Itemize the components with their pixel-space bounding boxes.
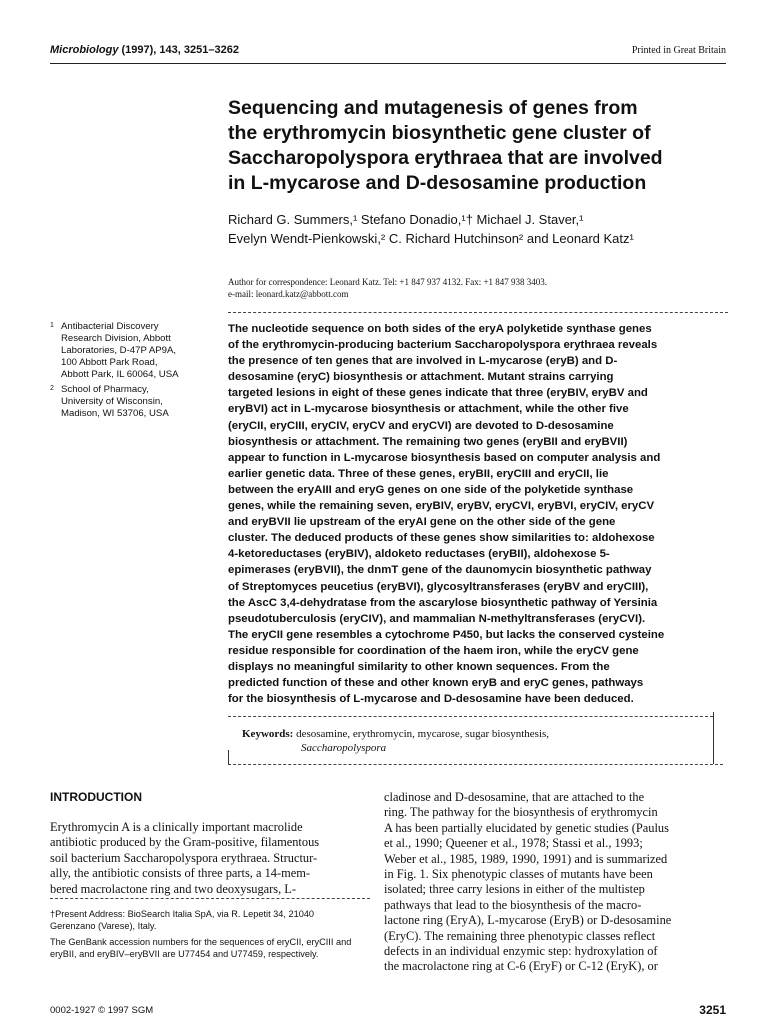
affiliation-line: 100 Abbott Park Road, [61,357,158,368]
printed-in: Printed in Great Britain [631,45,726,56]
footnote-rule [50,898,370,899]
title-line: Saccharopolyspora erythraea that are involved [228,147,663,169]
body-line: antibiotic produced by the Gram-positive, filamentous [50,835,320,850]
abstract-line: biosynthesis or attachment. The remaining two genes (eryBII and eryBVII) [228,435,628,448]
body-line: pathways that lead to the biosynthesis of the macro- [384,897,642,912]
body-line: ring. The pathway for the biosynthesis of erythromycin [384,805,658,820]
author-list [228,210,728,248]
body-line: Weber et al., 1985, 1989, 1990, 1991) and is summarized [384,851,668,866]
body-line: et al., 1990; Queener et al., 1978; Stassi et al., 1993; [384,836,643,851]
affiliations [50,321,210,423]
footnote-line: The GenBank accession numbers for the sequences of eryCII, eryCIII and [50,937,352,947]
abstract-line: and eryBVII lie upstream of the eryAI gene on the other side of the gene [228,516,616,529]
abstract-line: of the erythromycin-producing bacterium Saccharopolyspora erythraea reveals [228,339,658,352]
title-line: Sequencing and mutagenesis of genes from [228,97,638,119]
section-heading: INTRODUCTION [50,790,142,804]
abstract-line: cluster. The deduced products of these genes show similarities to: aldohexose [228,532,655,545]
page-number: 3251 [699,1003,726,1017]
affiliation [50,384,210,420]
correspondence-line: Author for correspondence: Leonard Katz. Tel: +1 847 937 4132. Fax: +1 847 938 3403. [228,277,548,287]
affiliation-line: Laboratories, D-47P AP9A, [61,345,177,356]
email-line: e-mail: leonard.katz@abbott.com [228,289,349,299]
abstract-line: earlier genetic data. Three of these genes, eryBII, eryCIII and eryCII, lie [228,467,609,480]
affiliation-line: Research Division, Abbott [61,333,171,344]
abstract-line: pseudotuberculosis (eryCIV), and mammalian N-methyltransferases (eryCVI). [228,612,646,625]
affiliation [50,321,210,381]
correspondence [228,276,728,300]
intro-column-right [384,790,724,975]
affiliation-line: Madison, WI 53706, USA [61,408,169,419]
title-line: in L-mycarose and D-desosamine production [228,172,647,194]
affiliation-number: 1 [50,322,54,329]
keywords-bottom-rule [228,764,723,765]
affiliation-line: Antibacterial Discovery [61,321,159,332]
abstract-line: The nucleotide sequence on both sides of the eryA polyketide synthase genes [228,323,652,335]
body-line: defects in an individual enzymic step: hydroxylation of [384,944,658,959]
abstract-line: of Streptomyces peucetius (eryBVI), glycosyltransferases (eryBV and eryCIII), [228,580,649,593]
keywords-list: desosamine, erythromycin, mycarose, sugar biosynthesis, [296,728,550,740]
body-line: A has been partially elucidated by genetic studies (Paulus [384,820,669,835]
abstract-line: (eryCII, eryCIII, eryCIV, eryCV and eryCVI) are devoted to D-desosamine [228,419,614,432]
keywords-bracket-left [228,750,229,764]
keywords-label: Keywords: [242,728,294,740]
abstract-line: The eryCII gene resembles a cytochrome P450, but lacks the conserved cysteine [228,628,665,641]
keywords-top-rule [228,716,713,717]
abstract-line: appear to function in L-mycarose biosynthesis based on computer analysis and [228,451,661,464]
body-line: the macrolactone ring at C-6 (EryF) or C-12 (EryK), or [384,959,658,974]
running-header [50,44,726,60]
page-footer [50,1003,726,1017]
keywords-bracket-right [713,712,714,764]
body-line: bered macrolactone ring and two deoxysugars, L- [50,881,297,896]
body-line: isolated; three carry lesions in either of the multistep [384,882,645,897]
body-line: Erythromycin A is a clinically important macrolide [50,820,303,834]
affiliation-line: University of Wisconsin, [61,396,163,407]
abstract-line: eryBVI) act in L-mycarose biosynthesis or attachment, while the other five [228,403,629,416]
abstract [228,321,728,707]
journal-name: Microbiology [50,44,119,56]
abstract-line: residue responsible for coordination of the haem iron, while the eryCV gene [228,644,639,657]
abstract-line: predicted function of these and other known eryB and eryC genes, pathways [228,677,644,690]
header-rule [50,63,726,64]
author-line: Richard G. Summers,¹ Stefano Donadio,¹† Michael J. Staver,¹ [228,212,584,227]
intro-column-left [50,820,370,897]
abstract-line: epimerases (eryBVII), the dnmT gene of the daunomycin biosynthetic pathway [228,564,652,577]
article-title [228,96,728,196]
keywords [242,727,712,755]
footnotes [50,908,370,960]
journal-citation [50,44,239,56]
abstract-line: 4-ketoreductases (eryBIV), aldoketo reductases (eryBII), aldohexose 5- [228,548,610,561]
abstract-line: the presence of ten genes that are involved in L-mycarose (eryB) and D- [228,355,618,368]
keywords-list-continued: Saccharopolyspora [301,742,387,754]
affiliation-line: Abbott Park, IL 60064, USA [61,369,179,380]
affiliation-number: 2 [50,385,54,392]
footnote-line: eryBII, and eryBIV–eryBVII are U77454 and U77459, respectively. [50,949,319,959]
journal-reference: (1997), 143, 3251–3262 [118,44,239,56]
abstract-line: between the eryAIII and eryG genes on one side of the polyketide synthase [228,483,634,496]
author-line: Evelyn Wendt-Pienkowski,² C. Richard Hutchinson² and Leonard Katz¹ [228,231,634,246]
abstract-line: targeted lesions in eight of these genes indicate that three (eryBIV, eryBV and [228,387,648,400]
abstract-line: for the biosynthesis of L-mycarose and D-desosamine have been deduced. [228,693,634,706]
footnote-line: Gerenzano (Varese), Italy. [50,921,157,931]
abstract-line: genes, while the remaining seven, eryBIV, eryBV, eryCVI, eryBVI, eryCIV, eryCV [228,500,655,513]
body-line: in Fig. 1. Six phenotypic classes of mutants have been [384,867,653,882]
title-line: the erythromycin biosynthetic gene cluster of [228,122,651,144]
abstract-line: desosamine (eryC) biosynthesis or attachment. Mutant strains carrying [228,371,614,384]
footnote-line: †Present Address: BioSearch Italia SpA, via R. Lepetit 34, 21040 [50,909,315,919]
body-line: lactone ring (EryA), L-mycarose (EryB) or D-desosamine [384,913,672,928]
abstract-line: the AscC 3,4-dehydratase from the ascarylose biosynthetic pathway of Yersinia [228,596,658,609]
abstract-line: displays no meaningful similarity to other known sequences. From the [228,660,610,673]
body-line: soil bacterium Saccharopolyspora erythraea. Structur- [50,850,318,865]
divider [228,312,728,313]
affiliation-line: School of Pharmacy, [61,384,149,395]
issn-copyright: 0002-1927 © 1997 SGM [50,1005,154,1016]
body-line: ally, the antibiotic consists of three parts, a 14-mem- [50,866,311,881]
body-line: cladinose and D-desosamine, that are attached to the [384,790,645,804]
body-line: (EryC). The remaining three phenotypic classes reflect [384,928,656,943]
